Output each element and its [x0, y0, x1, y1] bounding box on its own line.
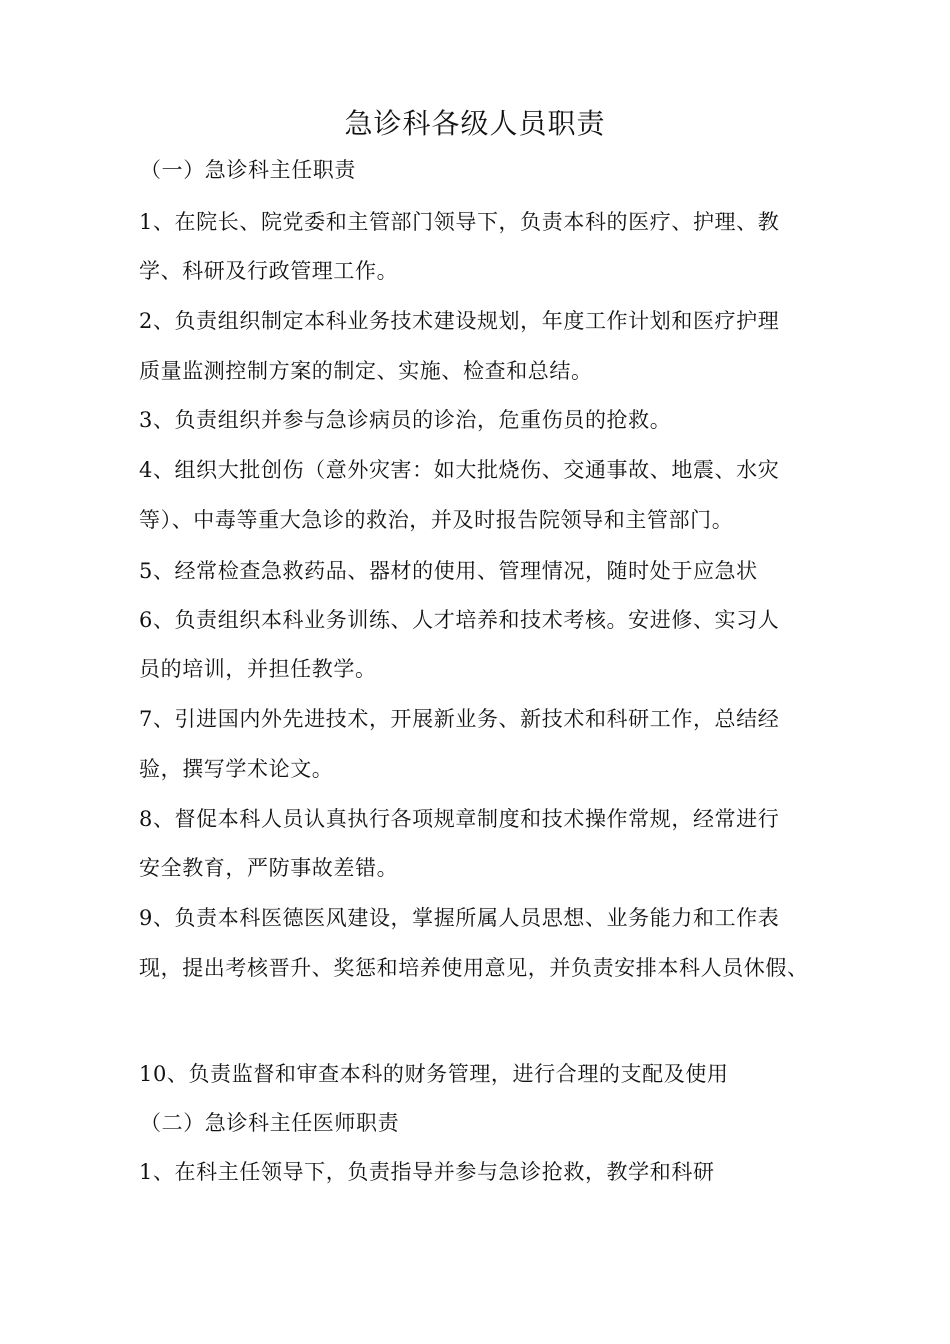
paragraph-line: 等）、中毒等重大急诊的救治，并及时报告院领导和主管部门。 — [139, 508, 734, 532]
paragraph-line: 现，提出考核晋升、奖惩和培养使用意见，并负责安排本科人员休假、 — [139, 956, 809, 980]
section-heading-chief-physician: （二）急诊科主任医师职责 — [140, 1111, 400, 1135]
paragraph-line: 学、科研及行政管理工作。 — [139, 259, 399, 283]
paragraph-line: 10、负责监督和审查本科的财务管理，进行合理的支配及使用 — [139, 1062, 729, 1086]
paragraph-line: 9、负责本科医德医风建设，掌握所属人员思想、业务能力和工作表 — [139, 906, 780, 930]
paragraph-line: 2、负责组织制定本科业务技术建设规划，年度工作计划和医疗护理 — [139, 309, 780, 333]
paragraph-line: 5、经常检查急救药品、器材的使用、管理情况，随时处于应急状 — [139, 559, 758, 583]
paragraph-line: 8、督促本科人员认真执行各项规章制度和技术操作常规，经常进行 — [139, 807, 780, 831]
paragraph-line: 质量监测控制方案的制定、实施、检查和总结。 — [139, 359, 593, 383]
paragraph-line: 安全教育，严防事故差错。 — [139, 856, 399, 880]
paragraph-line: 验，撰写学术论文。 — [139, 757, 334, 781]
document-title: 急诊科各级人员职责 — [344, 107, 606, 140]
paragraph-line: 7、引进国内外先进技术，开展新业务、新技术和科研工作，总结经 — [139, 707, 780, 731]
paragraph-line: 3、负责组织并参与急诊病员的诊治，危重伤员的抢救。 — [139, 408, 672, 432]
paragraph-line: 4、组织大批创伤（意外灾害：如大批烧伤、交通事故、地震、水灾 — [139, 458, 780, 482]
paragraph-line: 员的培训，并担任教学。 — [139, 657, 377, 681]
paragraph-line: 1、在科主任领导下，负责指导并参与急诊抢救，教学和科研 — [139, 1160, 715, 1184]
paragraph-line: 1、在院长、院党委和主管部门领导下，负责本科的医疗、护理、教 — [139, 210, 780, 234]
paragraph-line: 6、负责组织本科业务训练、人才培养和技术考核。安进修、实习人 — [139, 608, 780, 632]
section-heading-director: （一）急诊科主任职责 — [140, 158, 356, 182]
